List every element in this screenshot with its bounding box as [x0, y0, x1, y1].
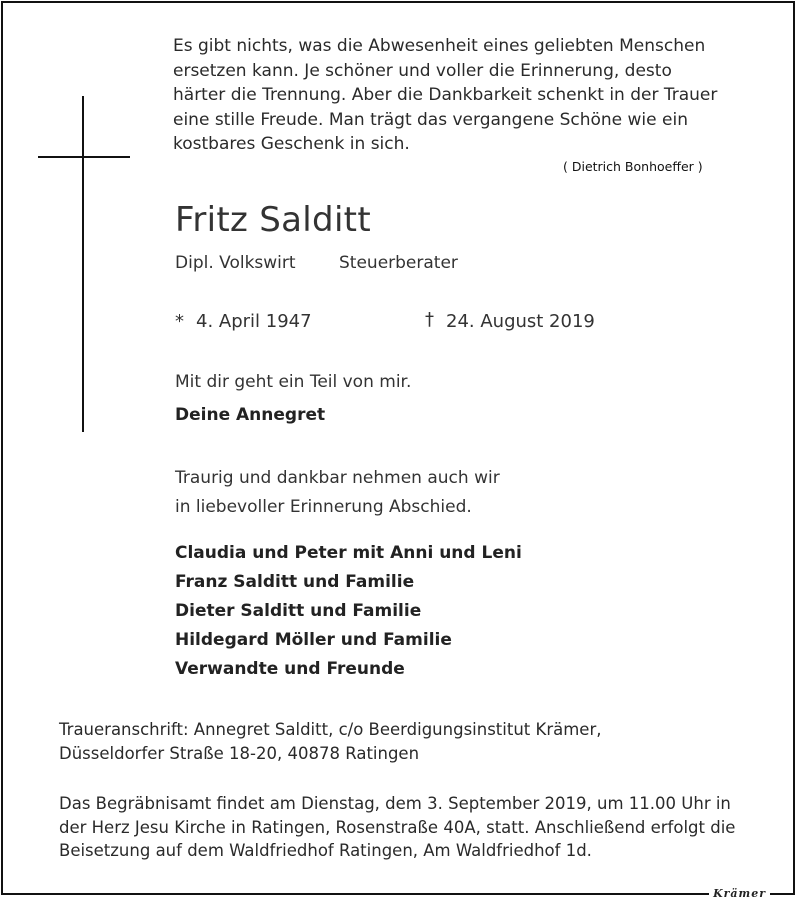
funeral-line: Beisetzung auf dem Waldfriedhof Ratingen, Am Waldfriedhof 1d.	[59, 841, 592, 860]
deceased-profession: Steuerberater	[339, 253, 458, 273]
death-symbol: †	[425, 309, 434, 330]
deceased-title: Dipl. Volkswirt	[175, 253, 296, 273]
mourner-entry: Hildegard Möller und Familie	[175, 630, 452, 650]
condolence-line: Traurig und dankbar nehmen auch wir	[175, 468, 500, 488]
quote-line: Es gibt nichts, was die Abwesenheit eines geliebten Menschen	[173, 36, 706, 56]
quote-line: ersetzen kann. Je schöner und voller die Erinnerung, desto	[173, 60, 672, 81]
address-line: Traueranschrift: Annegret Salditt, c/o Beerdigungsinstitut Krämer,	[59, 720, 602, 739]
mourner-entry: Verwandte und Freunde	[175, 659, 405, 679]
quote-line: eine stille Freude. Man trägt das vergangene Schöne wie ein	[173, 109, 688, 130]
condolence-line: in liebevoller Erinnerung Abschied.	[175, 497, 472, 517]
mourner-entry: Dieter Salditt und Familie	[175, 601, 422, 621]
mourner-entry: Franz Salditt und Familie	[175, 572, 415, 592]
deceased-name: Fritz Salditt	[175, 200, 371, 240]
funeral-line: der Herz Jesu Kirche in Ratingen, Rosenstraße 40A, statt. Anschließend erfolgt die	[59, 817, 736, 837]
birth-symbol: *	[175, 311, 184, 332]
funeral-line: Das Begräbnisamt findet am Dienstag, dem 3. September 2019, um 11.00 Uhr in	[59, 794, 731, 813]
quote-author: ( Dietrich Bonhoeffer )	[563, 159, 703, 174]
quote-line: kostbares Geschenk in sich.	[173, 134, 410, 154]
quote-line: härter die Trennung. Aber die Dankbarkeit schenkt in der Trauer	[173, 85, 718, 105]
mourner-entry: Claudia und Peter mit Anni und Leni	[175, 543, 522, 563]
personal-signature: Deine Annegret	[175, 405, 326, 425]
cross-icon	[82, 96, 84, 432]
cross-icon-beam	[38, 156, 130, 158]
personal-message: Mit dir geht ein Teil von mir.	[175, 372, 412, 392]
death-date: 24. August 2019	[446, 311, 595, 332]
funeral-home-logo: Krämer	[709, 887, 770, 900]
address-line: Düsseldorfer Straße 18-20, 40878 Ratingen	[59, 743, 420, 763]
birth-date: 4. April 1947	[196, 311, 312, 332]
